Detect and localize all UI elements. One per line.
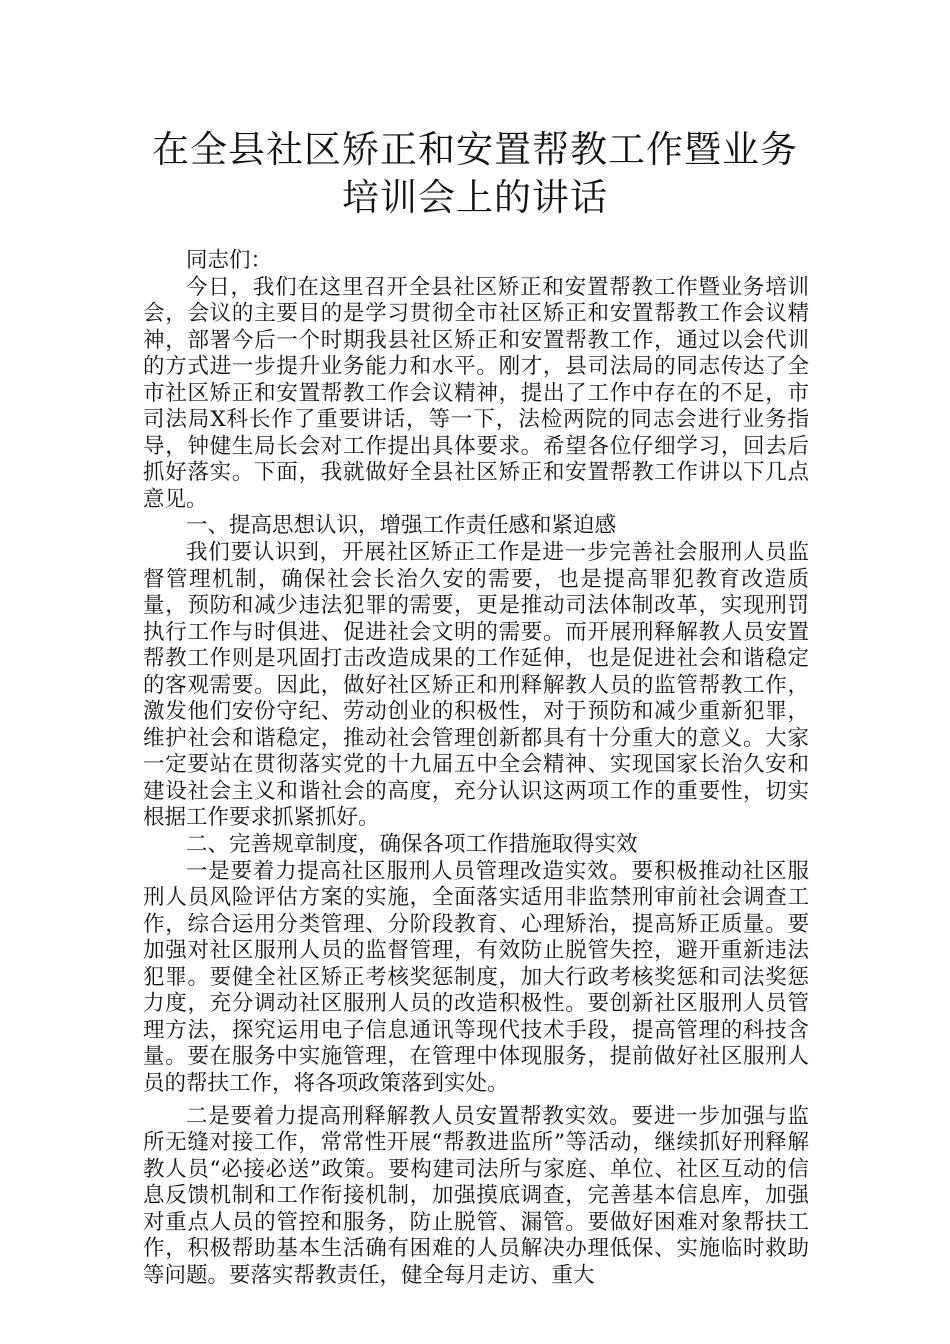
section-heading-2: 二、完善规章制度，确保各项工作措施取得实效: [186, 832, 638, 858]
document-body: [143, 248, 809, 1289]
section-heading-1: 一、提高思想认识，增强工作责任感和紧迫感: [186, 513, 617, 539]
paragraph-opening: 今日，我们在这里召开全县社区矫正和安置帮教工作暨业务培训会，会议的主要目的是学习贯彻全市社区矫正和安置帮教工作会议精神，部署今后一个时期我县社区矫正和安置帮教工作，通过以会代训的方式进一步提升业务能力和水平。刚才，县司法局的同志传达了全市社区矫正和安置帮教工作会议精神，提出了工作中存在的不足，市司法局X科长作了重要讲话，等一下，法检两院的同志会进行业务指导，钟健生局长会对工作提出具体要求。希望各位仔细学习，回去后抓好落实。下面，我就做好全县社区矫正和安置帮教工作讲以下几点意见。: [143, 274, 809, 512]
paragraph-point-1: 一是要着力提高社区服刑人员管理改造实效。要积极推动社区服刑人员风险评估方案的实施，全面落实适用非监禁刑审前社会调查工作，综合运用分类管理、分阶段教育、心理矫治，提高矫正质量。要加强对社区服刑人员的监督管理，有效防止脱管失控，避开重新违法犯罪。要健全社区矫正考核奖惩制度，加大行政考核奖惩和司法奖惩力度，充分调动社区服刑人员的改造积极性。要创新社区服刑人员管理方法，探究运用电子信息通讯等现代技术手段，提高管理的科技含量。要在服务中实施管理，在管理中体现服务，提前做好社区服刑人员的帮扶工作，将各项政策落到实处。: [143, 858, 809, 1096]
document-title: 在全县社区矫正和安置帮教工作暨业务培训会上的讲话: [152, 128, 798, 219]
salutation: 同志们：: [186, 248, 273, 273]
paragraph-point-2: 二是要着力提高刑释解教人员安置帮教实效。要进一步加强与监所无缝对接工作，常常性开展“帮教进监所”等活动，继续抓好刑释解教人员“必接必送”政策。要构建司法所与家庭、单位、社区互动的信息反馈机制和工作衔接机制，加强摸底调查，完善基本信息库，加强对重点人员的管控和服务，防止脱管、漏管。要做好困难对象帮扶工作，积极帮助基本生活确有困难的人员解决办理低保、实施临时救助等问题。要落实帮教责任，健全每月走访、重大: [143, 1103, 809, 1288]
paragraph-section-1: 我们要认识到，开展社区矫正工作是进一步完善社会服刑人员监督管理机制，确保社会长治久安的需要，也是提高罪犯教育改造质量，预防和减少违法犯罪的需要，更是推动司法体制改革，实现刑罚执行工作与时俱进、促进社会文明的需要。而开展刑释解教人员安置帮教工作则是巩固打击改造成果的工作延伸，也是促进社会和谐稳定的客观需要。因此，做好社区矫正和刑释解教人员的监管帮教工作，激发他们安份守纪、劳动创业的积极性，对于预防和减少重新犯罪，维护社会和谐稳定，推动社会管理创新都具有十分重大的意义。大家一定要站在贯彻落实党的十九届五中全会精神、实现国家长治久安和建设社会主义和谐社会的高度，充分认识这两项工作的重要性，切实根据工作要求抓紧抓好。: [143, 540, 809, 831]
